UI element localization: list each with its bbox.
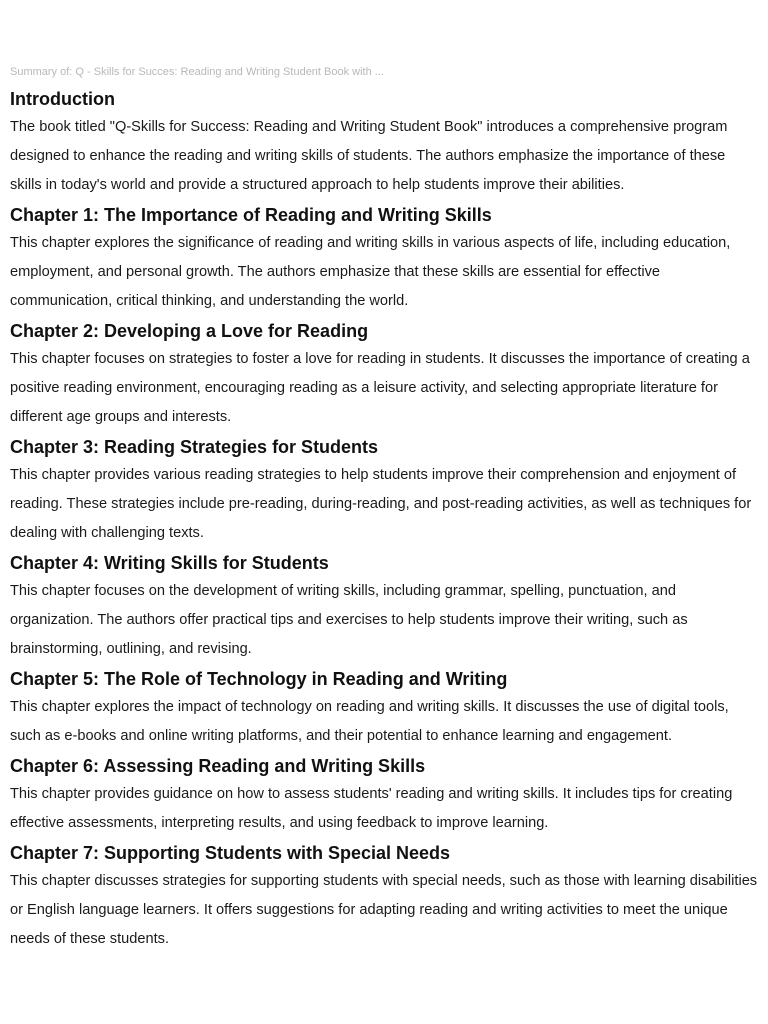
section-body: This chapter provides various reading strategies to help students improve their comprehension and enjoyment of reading. These strategies include pre-reading, during-reading, and post-reading activities, as well as techniques for dealing with challenging texts. — [10, 467, 752, 541]
section-body: This chapter focuses on the development of writing skills, including grammar, spelling, punctuation, and organization. The authors offer practical tips and exercises to help students improve their writing, such as brainstorming, outlining, and revising. — [10, 583, 688, 657]
section-chapter-3 — [10, 436, 758, 548]
section-heading: Chapter 7: Supporting Students with Special Needs — [10, 843, 451, 863]
section-chapter-5 — [10, 668, 758, 751]
section-heading: Chapter 1: The Importance of Reading and Writing Skills — [10, 205, 492, 225]
section-heading: Chapter 5: The Role of Technology in Reading and Writing — [10, 669, 508, 689]
section-heading: Chapter 4: Writing Skills for Students — [10, 553, 329, 573]
section-introduction — [10, 88, 758, 200]
section-chapter-7 — [10, 842, 758, 954]
section-heading: Chapter 3: Reading Strategies for Students — [10, 437, 379, 457]
section-heading: Chapter 2: Developing a Love for Reading — [10, 321, 369, 341]
summary-header: Summary of: Q - Skills for Succes: Reading and Writing Student Book with ... — [10, 66, 384, 78]
section-chapter-4 — [10, 552, 758, 664]
section-body: This chapter discusses strategies for supporting students with special needs, such as those with learning disabilities or English language learners. It offers suggestions for adapting reading and writing activities to meet the unique needs of these students. — [10, 873, 758, 947]
section-heading: Introduction — [10, 89, 115, 109]
section-chapter-6 — [10, 755, 758, 838]
section-body: The book titled "Q-Skills for Success: Reading and Writing Student Book" introduces a comprehensive program designed to enhance the reading and writing skills of students. The authors emphasize the importance of these skills in today's world and provide a structured approach to help students improve their abilities. — [10, 119, 728, 193]
section-body: This chapter explores the impact of technology on reading and writing skills. It discusses the use of digital tools, such as e-books and online writing platforms, and their potential to enhance learning and engagement. — [10, 699, 729, 744]
section-body: This chapter provides guidance on how to assess students' reading and writing skills. It includes tips for creating effective assessments, interpreting results, and using feedback to improve learning. — [10, 786, 733, 831]
section-chapter-2 — [10, 320, 758, 432]
section-body: This chapter explores the significance of reading and writing skills in various aspects of life, including education, employment, and personal growth. The authors emphasize that these skills are essential for effective communication, critical thinking, and understanding the world. — [10, 235, 731, 309]
section-heading: Chapter 6: Assessing Reading and Writing Skills — [10, 756, 426, 776]
section-chapter-1 — [10, 204, 758, 316]
section-body: This chapter focuses on strategies to foster a love for reading in students. It discusses the importance of creating a positive reading environment, encouraging reading as a leisure activity, and selecting appropriate literature for different age groups and interests. — [10, 351, 750, 425]
